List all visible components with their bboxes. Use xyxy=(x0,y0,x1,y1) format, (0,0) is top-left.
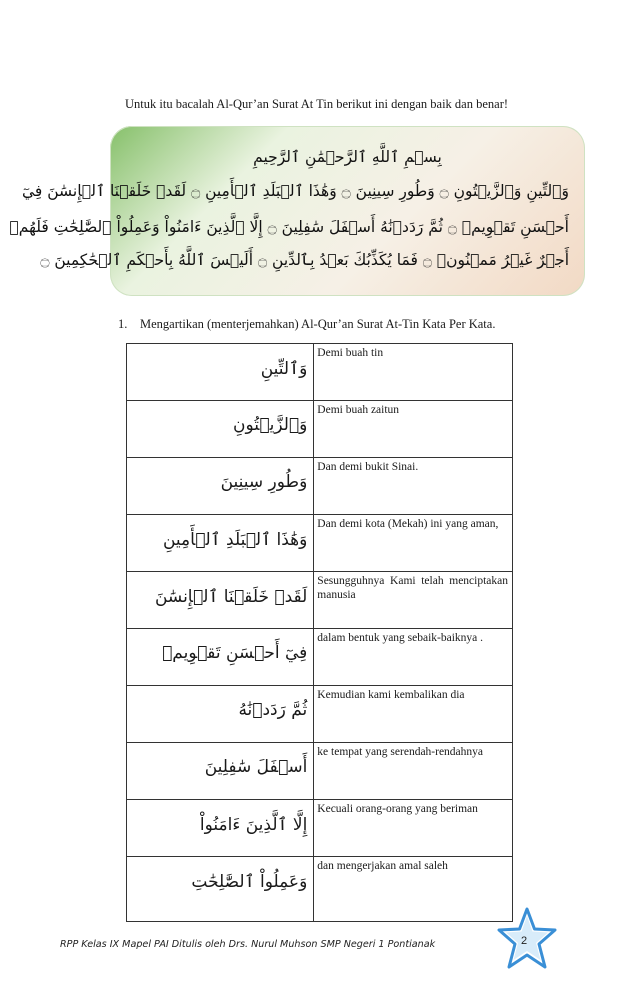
arabic-cell xyxy=(127,458,314,515)
arabic-word: وَطُورِ سِينِينَ xyxy=(220,472,308,492)
intro-text: Untuk itu bacalah Al-Qur’an Surat At Tin berikut ini dengan baik dan benar! xyxy=(125,97,509,111)
meaning-cell: Kecuali orang-orang yang beriman xyxy=(314,800,513,857)
table-row xyxy=(127,458,513,515)
table-row xyxy=(127,344,513,401)
arabic-cell xyxy=(127,800,314,857)
arabic-cell xyxy=(127,401,314,458)
arabic-word: ثُمَّ رَدَدۡنَٰهُ xyxy=(238,700,308,720)
arabic-cell xyxy=(127,515,314,572)
table-row xyxy=(127,800,513,857)
table-row xyxy=(127,686,513,743)
meaning-cell: Kemudian kami kembalikan dia xyxy=(314,686,513,743)
meaning-cell: ke tempat yang serendah-rendahnya xyxy=(314,743,513,800)
footer-text: RPP Kelas IX Mapel PAI Ditulis oleh Drs. Nurul Muhson SMP Negeri 1 Pontianak xyxy=(60,939,436,950)
arabic-word: أَسۡفَلَ سَٰفِلِينَ xyxy=(204,757,308,777)
meaning-cell: Dan demi bukit Sinai. xyxy=(314,458,513,515)
arabic-cell xyxy=(127,686,314,743)
meaning-cell: dan mengerjakan amal saleh xyxy=(314,857,513,922)
meaning-cell: Dan demi kota (Mekah) ini yang aman, xyxy=(314,515,513,572)
table-row xyxy=(127,401,513,458)
arabic-word: إِلَّا ٱلَّذِينَ ءَامَنُواْ xyxy=(199,815,308,835)
table-row xyxy=(127,515,513,572)
table-row xyxy=(127,857,513,922)
table-row xyxy=(127,629,513,686)
surah-line-1: وَٱلتِّينِ وَٱلزَّيۡتُونِ ۝ وَطُورِ سِينِينَ ۝ وَهَٰذَا ٱلۡبَلَدِ ٱلۡأَمِينِ ۝ لَقَدۡ خَلَقۡنَا ٱلۡإِنسَٰنَ فِيٓ xyxy=(22,182,569,200)
meaning-cell: Demi buah zaitun xyxy=(314,401,513,458)
surah-line-3: أَجۡرٌ غَيۡرُ مَمۡنُونٖ ۝ فَمَا يُكَذِّبُكَ بَعۡدُ بِٱلدِّينِ ۝ أَلَيۡسَ ٱللَّهُ بِأَحۡكَمِ ٱلۡحَٰكِمِينَ ۝ xyxy=(40,251,569,269)
table-row xyxy=(127,743,513,800)
arabic-cell xyxy=(127,344,314,401)
arabic-cell xyxy=(127,857,314,922)
arabic-word: وَٱلزَّيۡتُونِ xyxy=(232,415,308,435)
arabic-word: لَقَدۡ خَلَقۡنَا ٱلۡإِنسَٰنَ xyxy=(154,587,308,607)
section-heading xyxy=(118,317,495,332)
section-number: 1. xyxy=(118,317,128,331)
surah-line-2: أَحۡسَنِ تَقۡوِيمٖ ۝ ثُمَّ رَدَدۡنَٰهُ أَسۡفَلَ سَٰفِلِينَ ۝ إِلَّا ٱلَّذِينَ ءَامَنُواْ وَعَمِلُواْ ٱلصَّٰلِحَٰتِ فَلَهُمۡ xyxy=(9,218,569,236)
arabic-word: فِيٓ أَحۡسَنِ تَقۡوِيمٖ xyxy=(162,643,308,663)
arabic-word: وَعَمِلُواْ ٱلصَّٰلِحَٰتِ xyxy=(191,872,308,892)
basmala-text: بِسۡمِ ٱللَّهِ ٱلرَّحۡمَٰنِ ٱلرَّحِيمِ xyxy=(253,148,442,166)
page-number: 2 xyxy=(521,935,528,947)
arabic-word: وَهَٰذَا ٱلۡبَلَدِ ٱلۡأَمِينِ xyxy=(162,530,308,550)
arabic-cell xyxy=(127,629,314,686)
arabic-word: وَٱلتِّينِ xyxy=(260,359,308,379)
arabic-cell xyxy=(127,743,314,800)
arabic-cell xyxy=(127,572,314,629)
meaning-cell: Demi buah tin xyxy=(314,344,513,401)
table-row xyxy=(127,572,513,629)
meaning-cell: dalam bentuk yang sebaik-baiknya . xyxy=(314,629,513,686)
word-translation-table xyxy=(126,343,513,922)
surah-at-tin-box xyxy=(9,126,585,296)
section-title: Mengartikan (menterjemahkan) Al-Qur’an Surat At-Tin Kata Per Kata. xyxy=(140,317,496,331)
meaning-cell: Sesungguhnya Kami telah menciptakan manusia xyxy=(314,572,513,629)
